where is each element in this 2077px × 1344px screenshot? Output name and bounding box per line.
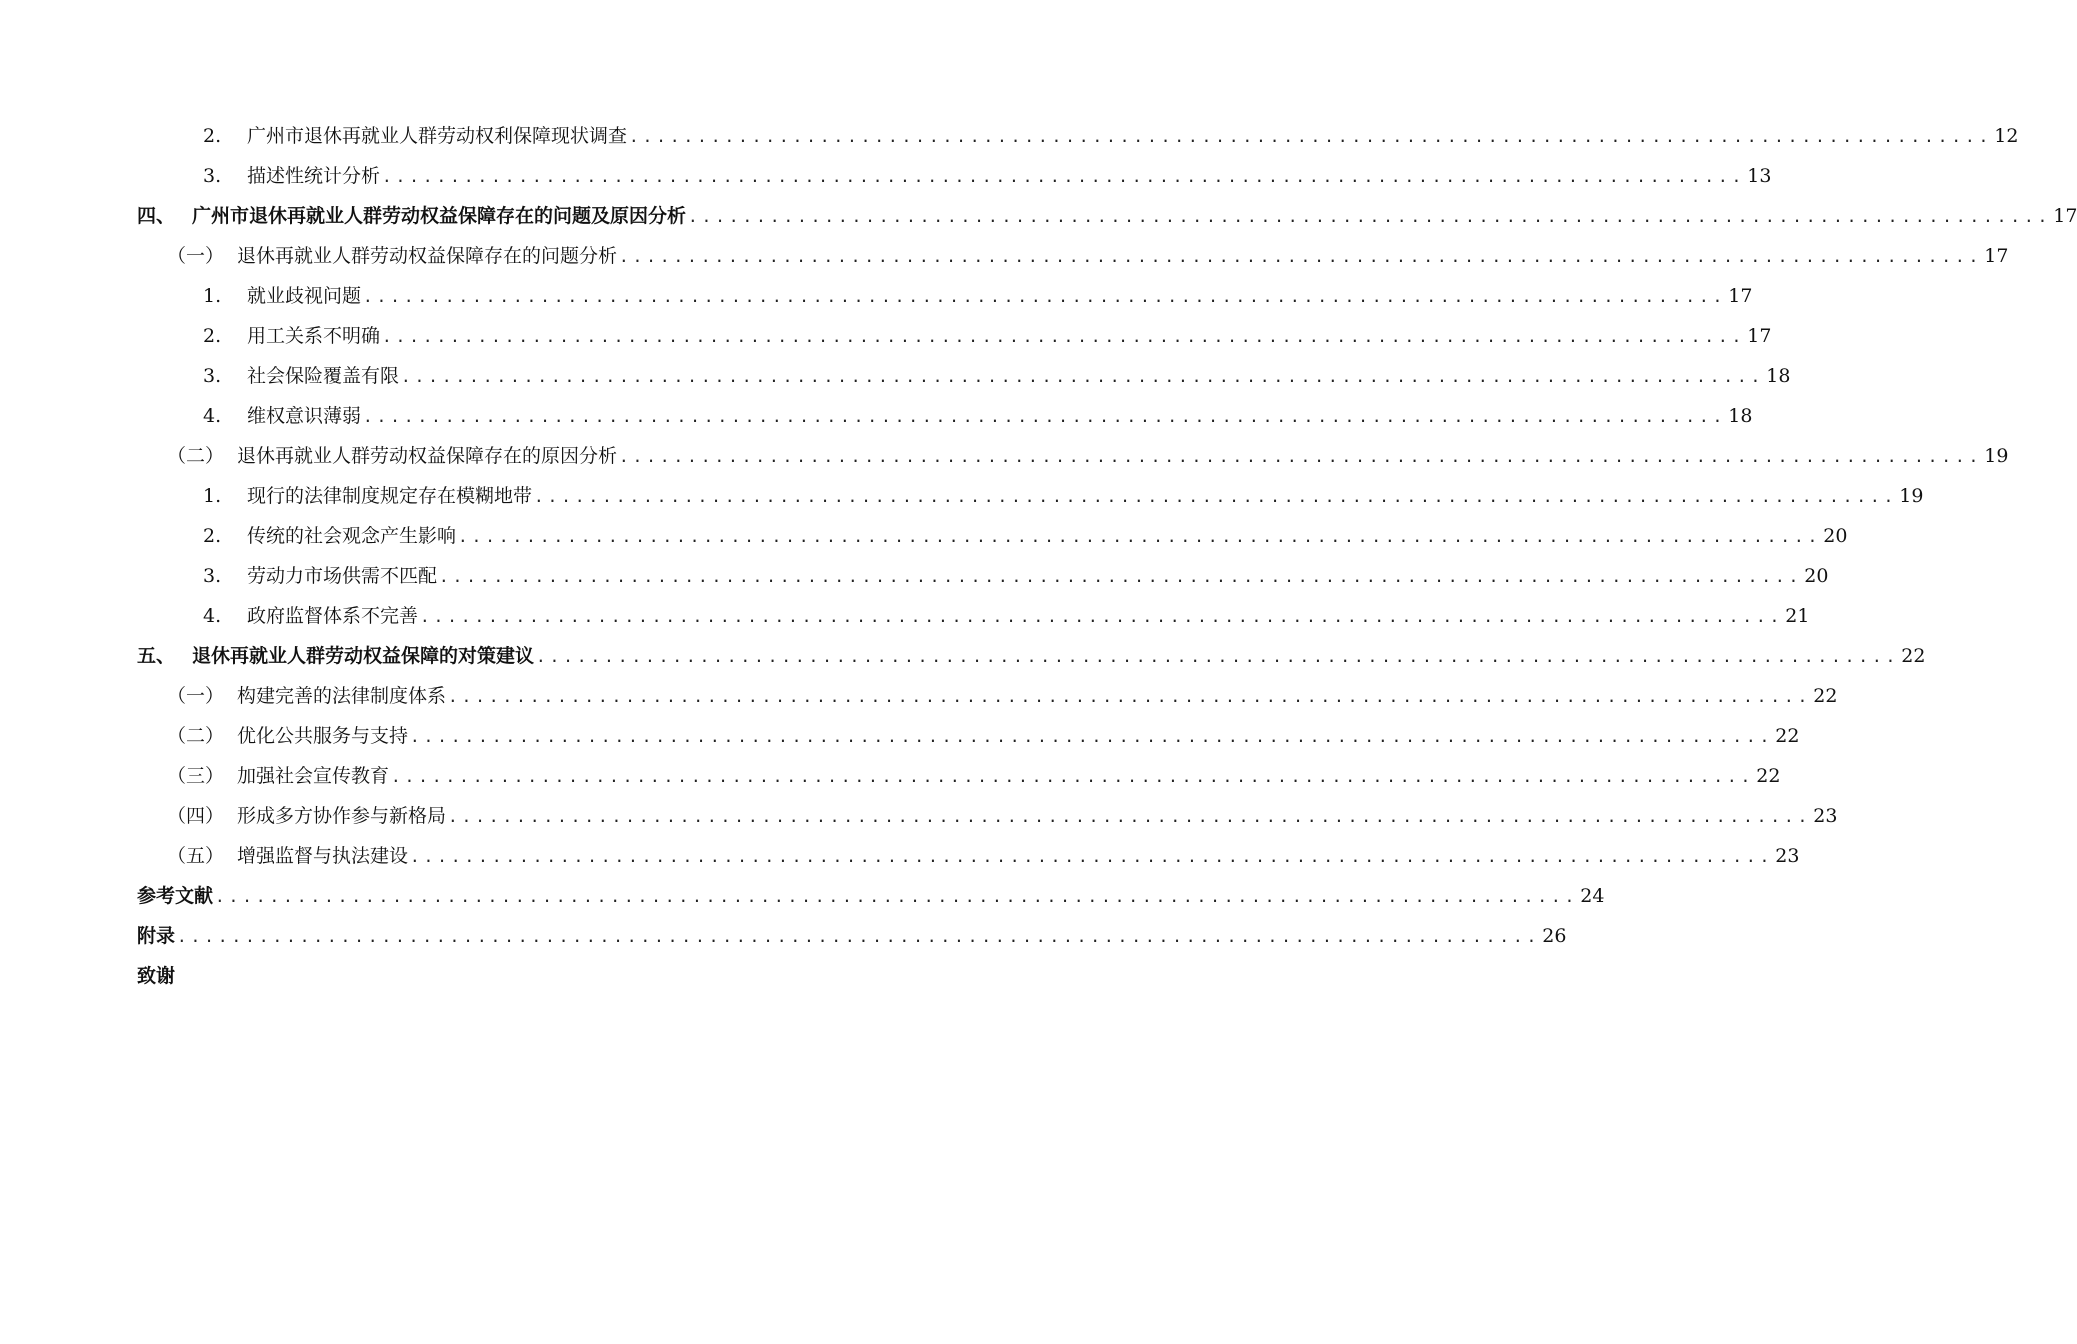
toc-entry[interactable]	[137, 156, 1772, 196]
toc-entry-page: 22	[1775, 725, 1800, 747]
dot-leader: ....................................................................................................	[458, 527, 1822, 546]
dot-leader: ....................................................................................................	[439, 567, 1803, 586]
toc-entry-number: 2.	[203, 125, 222, 147]
toc-entry[interactable]	[137, 556, 1829, 596]
toc-entry-number: 1.	[203, 285, 222, 307]
toc-chapter-entry[interactable]	[137, 876, 1605, 916]
toc-entry-number: 4.	[203, 405, 222, 427]
toc-section-entry[interactable]	[137, 796, 1838, 836]
toc-section-entry[interactable]	[137, 756, 1781, 796]
toc-entry-page: 17	[1984, 245, 2009, 267]
toc-entry-number: （二）	[167, 445, 225, 467]
toc-entry-title: 社会保险覆盖有限	[247, 365, 400, 387]
toc-entry-title: 广州市退休再就业人群劳动权益保障存在的问题及原因分析	[192, 205, 687, 227]
toc-entry-number: （一）	[167, 685, 225, 707]
toc-entry-title: 加强社会宣传教育	[237, 765, 390, 787]
dot-leader: ....................................................................................................	[363, 407, 1727, 426]
toc-entry-title: 退休再就业人群劳动权益保障的对策建议	[192, 645, 535, 667]
toc-section-entry[interactable]	[137, 836, 1800, 876]
dot-leader: ....................................................................................................	[534, 487, 1898, 506]
toc-entry-page: 22	[1813, 685, 1838, 707]
toc-entry[interactable]	[137, 476, 1924, 516]
toc-section-entry[interactable]	[137, 436, 2009, 476]
table-of-contents	[137, 116, 2077, 996]
toc-entry[interactable]	[137, 276, 1753, 316]
toc-chapter-entry[interactable]	[137, 956, 851, 996]
toc-entry-number: （四）	[167, 805, 225, 827]
toc-entry-number: 3.	[203, 165, 222, 187]
toc-entry-title: 广州市退休再就业人群劳动权利保障现状调查	[247, 125, 628, 147]
toc-entry-number: 2.	[203, 325, 222, 347]
toc-entry-number: （二）	[167, 725, 225, 747]
toc-entry-title: 劳动力市场供需不匹配	[247, 565, 438, 587]
toc-entry-page: 23	[1813, 805, 1838, 827]
toc-entry-page: 24	[1580, 885, 1605, 907]
dot-leader: ....................................................................................................	[410, 727, 1774, 746]
toc-entry-number: （三）	[167, 765, 225, 787]
toc-entry-page: 21	[1785, 605, 1810, 627]
toc-entry[interactable]	[137, 516, 1848, 556]
toc-entry-title: 致谢	[137, 965, 176, 987]
dot-leader: ....................................................................................................	[688, 207, 2052, 226]
dot-leader: ....................................................................................................	[177, 927, 1541, 946]
dot-leader: ....................................................................................................	[215, 887, 1579, 906]
toc-entry-number: 1.	[203, 485, 222, 507]
toc-entry-title: 形成多方协作参与新格局	[237, 805, 447, 827]
toc-section-entry[interactable]	[137, 676, 1838, 716]
toc-entry-page: 22	[1901, 645, 1926, 667]
toc-entry[interactable]	[137, 316, 1772, 356]
dot-leader: ....................................................................................................	[619, 247, 1983, 266]
toc-entry-number: （五）	[167, 845, 225, 867]
dot-leader: ....................................................................................................	[410, 847, 1774, 866]
dot-leader: ....................................................................................................	[363, 287, 1727, 306]
dot-leader: ....................................................................................................	[382, 327, 1746, 346]
toc-entry-number: 3.	[203, 365, 222, 387]
toc-entry-page: 13	[1747, 165, 1772, 187]
toc-entry-page: 17	[1747, 325, 1772, 347]
toc-entry-title: 参考文献	[137, 885, 214, 907]
toc-chapter-entry[interactable]	[137, 636, 1926, 676]
toc-entry-page: 20	[1823, 525, 1848, 547]
dot-leader: ....................................................................................................	[629, 127, 1993, 146]
toc-entry-title: 政府监督体系不完善	[247, 605, 419, 627]
toc-entry-page: 23	[1775, 845, 1800, 867]
toc-entry-page: 20	[1804, 565, 1829, 587]
toc-entry-page: 26	[1542, 925, 1567, 947]
toc-chapter-entry[interactable]	[137, 916, 1567, 956]
toc-entry-title: 现行的法律制度规定存在模糊地带	[247, 485, 533, 507]
toc-entry-page: 18	[1766, 365, 1791, 387]
toc-entry[interactable]	[137, 596, 1810, 636]
toc-entry-title: 用工关系不明确	[247, 325, 381, 347]
dot-leader: ....................................................................................................	[619, 447, 1983, 466]
toc-entry-title: 优化公共服务与支持	[237, 725, 409, 747]
toc-entry-title: 退休再就业人群劳动权益保障存在的原因分析	[237, 445, 618, 467]
toc-entry-title: 增强监督与执法建设	[237, 845, 409, 867]
toc-entry[interactable]	[137, 356, 1791, 396]
dot-leader: ....................................................................................................	[420, 607, 1784, 626]
toc-entry-number: （一）	[167, 245, 225, 267]
toc-entry-page: 12	[1994, 125, 2019, 147]
toc-section-entry[interactable]	[137, 236, 2009, 276]
toc-section-entry[interactable]	[137, 716, 1800, 756]
toc-entry-number: 2.	[203, 525, 222, 547]
toc-entry-title: 就业歧视问题	[247, 285, 362, 307]
dot-leader: ....................................................................................................	[536, 647, 1900, 666]
toc-entry-number: 3.	[203, 565, 222, 587]
toc-chapter-entry[interactable]	[137, 196, 2077, 236]
toc-entry-page: 17	[1728, 285, 1753, 307]
toc-entry-number: 五、	[137, 645, 176, 667]
toc-entry[interactable]	[137, 116, 2019, 156]
toc-entry-number: 4.	[203, 605, 222, 627]
toc-entry-page: 18	[1728, 405, 1753, 427]
dot-leader: ....................................................................................................	[401, 367, 1765, 386]
dot-leader: ....................................................................................................	[382, 167, 1746, 186]
dot-leader: ....................................................................................................	[448, 687, 1812, 706]
dot-leader: ....................................................................................................	[448, 807, 1812, 826]
toc-entry-title: 构建完善的法律制度体系	[237, 685, 447, 707]
toc-entry-title: 退休再就业人群劳动权益保障存在的问题分析	[237, 245, 618, 267]
toc-entry-title: 描述性统计分析	[247, 165, 381, 187]
toc-entry-page: 19	[1899, 485, 1924, 507]
toc-entry-title: 维权意识薄弱	[247, 405, 362, 427]
toc-entry-number: 四、	[137, 205, 176, 227]
toc-entry-page: 17	[2053, 205, 2077, 227]
toc-entry-page: 19	[1984, 445, 2009, 467]
toc-entry-title: 附录	[137, 925, 176, 947]
toc-entry-page: 22	[1756, 765, 1781, 787]
toc-entry[interactable]	[137, 396, 1753, 436]
dot-leader: ....................................................................................................	[391, 767, 1755, 786]
toc-entry-title: 传统的社会观念产生影响	[247, 525, 457, 547]
